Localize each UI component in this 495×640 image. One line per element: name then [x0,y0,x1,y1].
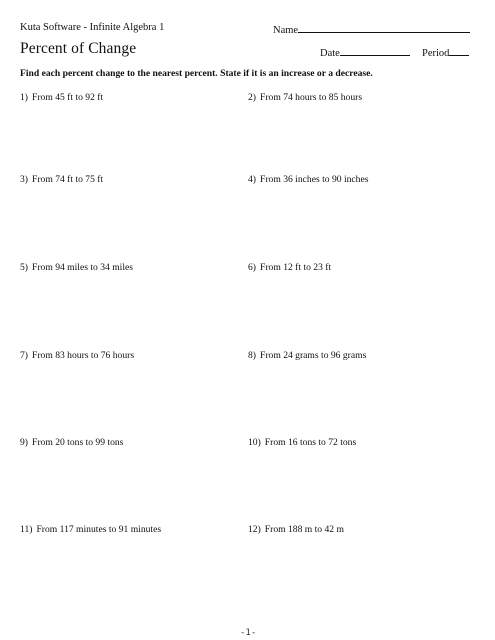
problem-number: 8) [248,350,256,361]
page-number: -1- [240,628,257,638]
problem-7 [20,350,134,361]
name-label: Name [273,25,299,36]
publisher-label: Kuta Software - Infinite Algebra 1 [20,22,165,33]
page-title: Percent of Change [20,40,137,57]
instructions-text: Find each percent change to the nearest percent. State if it is an increase or a decrease. [20,68,373,79]
problem-text: From 16 tons to 72 tons [264,437,357,448]
name-blank-line[interactable] [298,22,470,33]
problem-text: From 45 ft to 92 ft [32,92,104,103]
problem-number: 7) [20,350,28,361]
problem-text: From 12 ft to 23 ft [260,262,332,273]
problem-2 [248,92,362,103]
problem-9 [20,437,123,448]
problem-8 [248,350,366,361]
problem-text: From 74 hours to 85 hours [260,92,363,103]
problem-text: From 188 m to 42 m [264,524,344,535]
problem-text: From 94 miles to 34 miles [32,262,134,273]
date-blank-line[interactable] [340,45,410,56]
problem-number: 11) [20,524,33,535]
problem-5 [20,262,133,273]
problem-number: 2) [248,92,256,103]
problem-number: 1) [20,92,28,103]
problem-text: From 74 ft to 75 ft [32,174,104,185]
name-field[interactable] [273,22,470,36]
date-label: Date [320,48,340,59]
problem-text: From 20 tons to 99 tons [32,437,124,448]
problem-6 [248,262,331,273]
problem-text: From 24 grams to 96 grams [260,350,367,361]
problem-12 [248,524,344,535]
problem-text: From 117 minutes to 91 minutes [36,524,162,535]
period-label: Period [422,48,450,59]
period-blank-line[interactable] [449,45,469,56]
period-field[interactable] [422,45,469,59]
problem-number: 6) [248,262,256,273]
problem-number: 4) [248,174,256,185]
problem-11 [20,524,161,535]
problem-10 [248,437,356,448]
problem-number: 5) [20,262,28,273]
problem-3 [20,174,103,185]
problem-number: 10) [248,437,261,448]
problem-number: 12) [248,524,261,535]
problem-4 [248,174,368,185]
problem-1 [20,92,103,103]
problem-number: 3) [20,174,28,185]
problem-number: 9) [20,437,28,448]
date-field[interactable] [320,45,410,59]
problem-text: From 83 hours to 76 hours [32,350,135,361]
problem-text: From 36 inches to 90 inches [260,174,369,185]
